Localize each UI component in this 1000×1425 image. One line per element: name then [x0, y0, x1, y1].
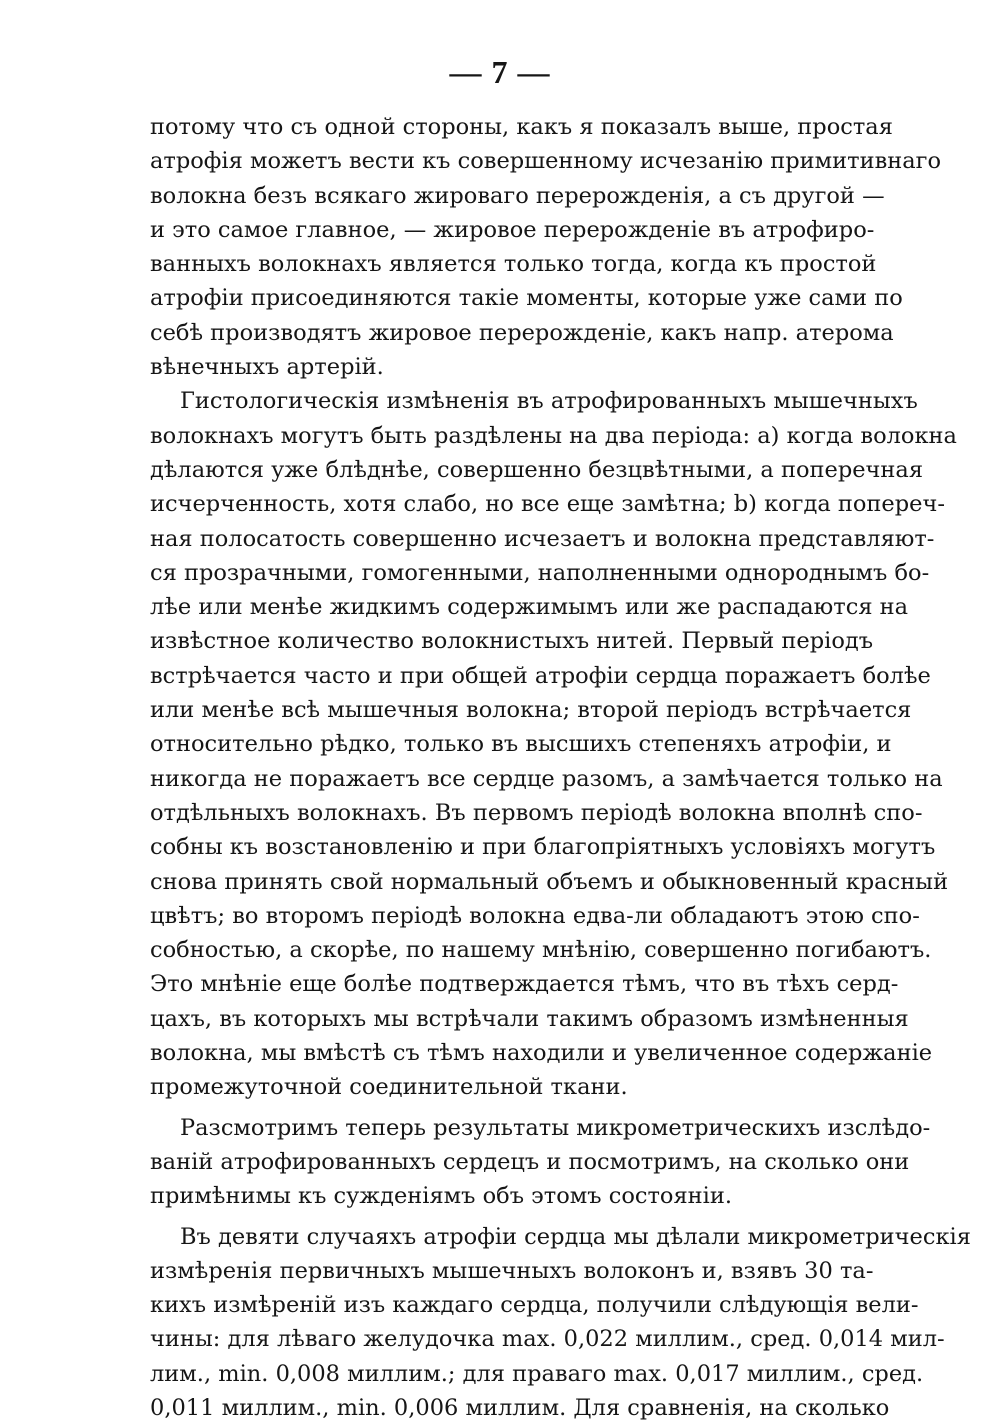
text-line: чины: для лѣваго желудочка max. 0,022 миллим., сред. 0,014 мил-	[150, 1322, 856, 1356]
text-line: Въ девяти случаяхъ атрофіи сердца мы дѣлали микрометрическія	[150, 1220, 856, 1254]
text-line: себѣ производятъ жировое перерожденіе, какъ напр. атерома	[150, 316, 856, 350]
page-number: — 7 —	[0, 54, 1000, 91]
text-line: ванныхъ волокнахъ является только тогда, когда къ простой	[150, 247, 856, 281]
body-text	[150, 110, 856, 1425]
text-line: собностью, а скорѣе, по нашему мнѣнію, совершенно погибаютъ.	[150, 933, 856, 967]
text-line: цвѣтъ; во второмъ періодѣ волокна едва-ли обладаютъ этою спо-	[150, 899, 856, 933]
text-line: атрофіи присоединяются такіе моменты, которые уже сами по	[150, 281, 856, 315]
text-line: вѣнечныхъ артерій.	[150, 350, 856, 384]
paragraph-4	[150, 1220, 856, 1425]
text-line: Разсмотримъ теперь результаты микрометрическихъ изслѣдо-	[150, 1111, 856, 1145]
text-line: потому что съ одной стороны, какъ я показалъ выше, простая	[150, 110, 856, 144]
text-line: лѣе или менѣе жидкимъ содержимымъ или же распадаются на	[150, 590, 856, 624]
text-line: ная полосатость совершенно исчезаетъ и волокна представляют-	[150, 522, 856, 556]
text-line: волокна безъ всякаго жироваго перерожденія, а съ другой —	[150, 179, 856, 213]
text-line: примѣнимы къ сужденіямъ объ этомъ состояніи.	[150, 1179, 856, 1213]
paragraph-3	[150, 1111, 856, 1214]
text-line: цахъ, въ которыхъ мы встрѣчали такимъ образомъ измѣненныя	[150, 1002, 856, 1036]
text-line: лим., min. 0,008 миллим.; для праваго max. 0,017 миллим., сред.	[150, 1357, 856, 1391]
text-line: снова принять свой нормальный объемъ и обыкновенный красный	[150, 865, 856, 899]
text-line: отдѣльныхъ волокнахъ. Въ первомъ періодѣ волокна вполнѣ спо-	[150, 796, 856, 830]
text-line: никогда не поражаетъ все сердце разомъ, а замѣчается только на	[150, 762, 856, 796]
text-line: ся прозрачными, гомогенными, наполненными однороднымъ бо-	[150, 556, 856, 590]
text-line: атрофія можетъ вести къ совершенному исчезанію примитивнаго	[150, 144, 856, 178]
text-line: или менѣе всѣ мышечныя волокна; второй періодъ встрѣчается	[150, 693, 856, 727]
paragraph-1	[150, 110, 856, 384]
text-line: и это самое главное, — жировое перерожденіе въ атрофиро-	[150, 213, 856, 247]
text-line: исчерченность, хотя слабо, но все еще замѣтна; b) когда попереч-	[150, 487, 856, 521]
text-line: встрѣчается часто и при общей атрофіи сердца поражаетъ болѣе	[150, 659, 856, 693]
text-line: Гистологическія измѣненія въ атрофированныхъ мышечныхъ	[150, 384, 856, 418]
text-line: кихъ измѣреній изъ каждаго сердца, получили слѣдующія вели-	[150, 1288, 856, 1322]
text-line: дѣлаются уже блѣднѣе, совершенно безцвѣтными, а поперечная	[150, 453, 856, 487]
text-line: волокнахъ могутъ быть раздѣлены на два періода: а) когда волокна	[150, 419, 856, 453]
text-line: относительно рѣдко, только въ высшихъ степеняхъ атрофіи, и	[150, 727, 856, 761]
text-line: измѣренія первичныхъ мышечныхъ волоконъ и, взявъ 30 та-	[150, 1254, 856, 1288]
text-line: волокна, мы вмѣстѣ съ тѣмъ находили и увеличенное содержаніе	[150, 1036, 856, 1070]
text-line: собны къ возстановленію и при благопріятныхъ условіяхъ могутъ	[150, 830, 856, 864]
text-line: ваній атрофированныхъ сердецъ и посмотримъ, на сколько они	[150, 1145, 856, 1179]
text-line: 0,011 миллим., min. 0,006 миллим. Для сравненія, на сколько	[150, 1391, 856, 1425]
paragraph-2	[150, 384, 856, 1104]
text-line: Это мнѣніе еще болѣе подтверждается тѣмъ, что въ тѣхъ серд-	[150, 967, 856, 1001]
text-line: извѣстное количество волокнистыхъ нитей. Первый періодъ	[150, 624, 856, 658]
text-line: промежуточной соединительной ткани.	[150, 1070, 856, 1104]
